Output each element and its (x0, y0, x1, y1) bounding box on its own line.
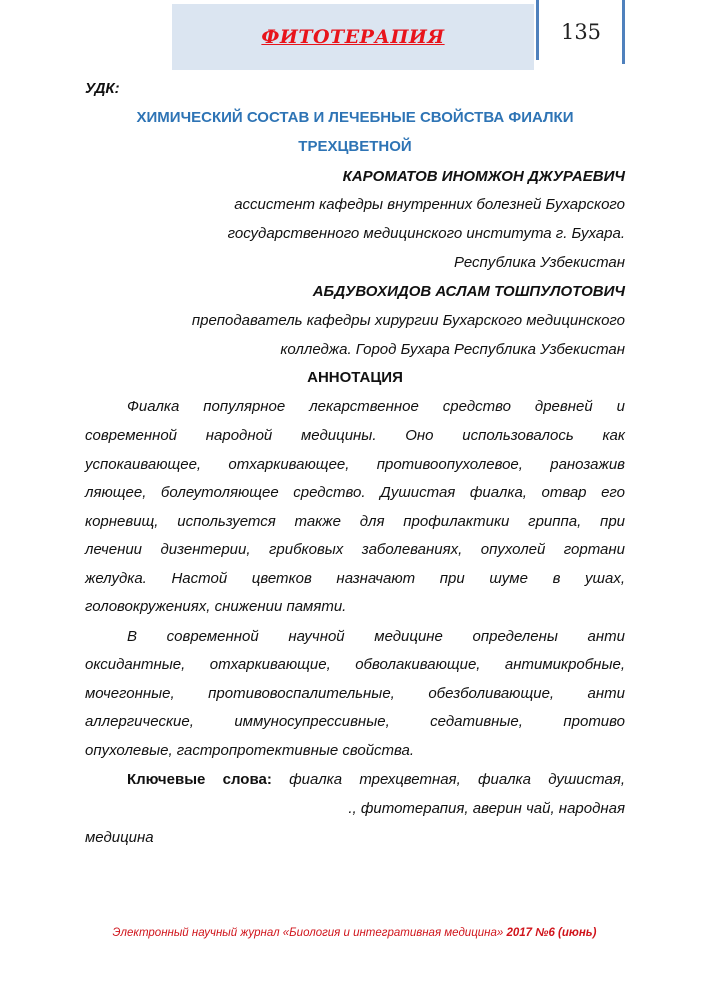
journal-footer (0, 927, 709, 939)
section-title: ФИТОТЕРАПИЯ (261, 26, 445, 48)
paragraph-1-line: лечении дизентерии, грибковых заболеваниях, опухолей гортани (85, 541, 625, 558)
author-affiliation-2-line-1: преподаватель кафедры хирургии Бухарского медицинского (191, 312, 625, 329)
annotation-heading: АННОТАЦИЯ (307, 369, 403, 386)
paragraph-2-line: В современной научной медицине определены анти (127, 628, 625, 645)
keywords-label: Ключевые слова: (127, 771, 272, 788)
paragraph-2-line: аллергические, иммуносупрессивные, седативные, противо (85, 713, 625, 730)
keywords-line-1 (127, 771, 625, 791)
paragraph-2-line: оксидантные, отхаркивающие, обволакивающие, антимикробные, (85, 656, 625, 673)
article-title-line-1: ХИМИЧЕСКИЙ СОСТАВ И ЛЕЧЕБНЫЕ СВОЙСТВА ФИАЛКИ (136, 109, 574, 126)
footer-journal: Электронный научный журнал «Биология и интегративная медицина» (112, 927, 504, 939)
author-affiliation-1-line-1: ассистент кафедры внутренних болезней Бухарского (234, 196, 625, 213)
keywords-line-3: медицина (85, 829, 154, 846)
author-affiliation-1-line-2: государственного медицинского института г. Бухара. (227, 225, 625, 242)
author-affiliation-2-line-2: колледжа. Город Бухара Республика Узбекистан (280, 341, 625, 358)
paragraph-1-line: Фиалка популярное лекарственное средство древней и (127, 398, 625, 415)
article-title-line-2: ТРЕХЦВЕТНОЙ (298, 138, 412, 155)
udk-label: УДК: (85, 80, 120, 97)
paragraph-1-line: современной народной медицины. Оно использовалось как (85, 427, 625, 444)
paragraph-1-line: успокаивающее, отхаркивающее, противоопухолевое, ранозажив (85, 456, 625, 473)
paragraph-2-line: мочегонные, противовоспалительные, обезболивающие, анти (85, 685, 625, 702)
keywords-line-2: ., фитотерапия, аверин чай, народная (348, 800, 625, 817)
paragraph-1-line: корневищ, используется также для профилактики гриппа, при (85, 513, 625, 530)
header-divider-right (622, 0, 625, 64)
keywords-text: фиалка трехцветная, фиалка душистая, (289, 771, 626, 788)
footer-issue: 2017 №6 (июнь) (506, 927, 597, 939)
author-name-2: АБДУВОХИДОВ АСЛАМ ТОШПУЛОТОВИЧ (312, 283, 625, 300)
paragraph-2-line: опухолевые, гастропротективные свойства. (85, 742, 415, 759)
author-affiliation-1-line-3: Республика Узбекистан (454, 254, 625, 271)
paragraph-1-line: желудка. Настой цветков назначают при шуме в ушах, (85, 570, 625, 587)
author-name-1: КАРОМАТОВ ИНОМЖОН ДЖУРАЕВИЧ (342, 168, 625, 185)
paragraph-1-line: головокружениях, снижении памяти. (85, 598, 347, 615)
header-divider-left (536, 0, 539, 60)
paragraph-1-line: ляющее, болеутоляющее средство. Душистая фиалка, отвар его (85, 484, 625, 501)
page-number: 135 (560, 20, 602, 44)
